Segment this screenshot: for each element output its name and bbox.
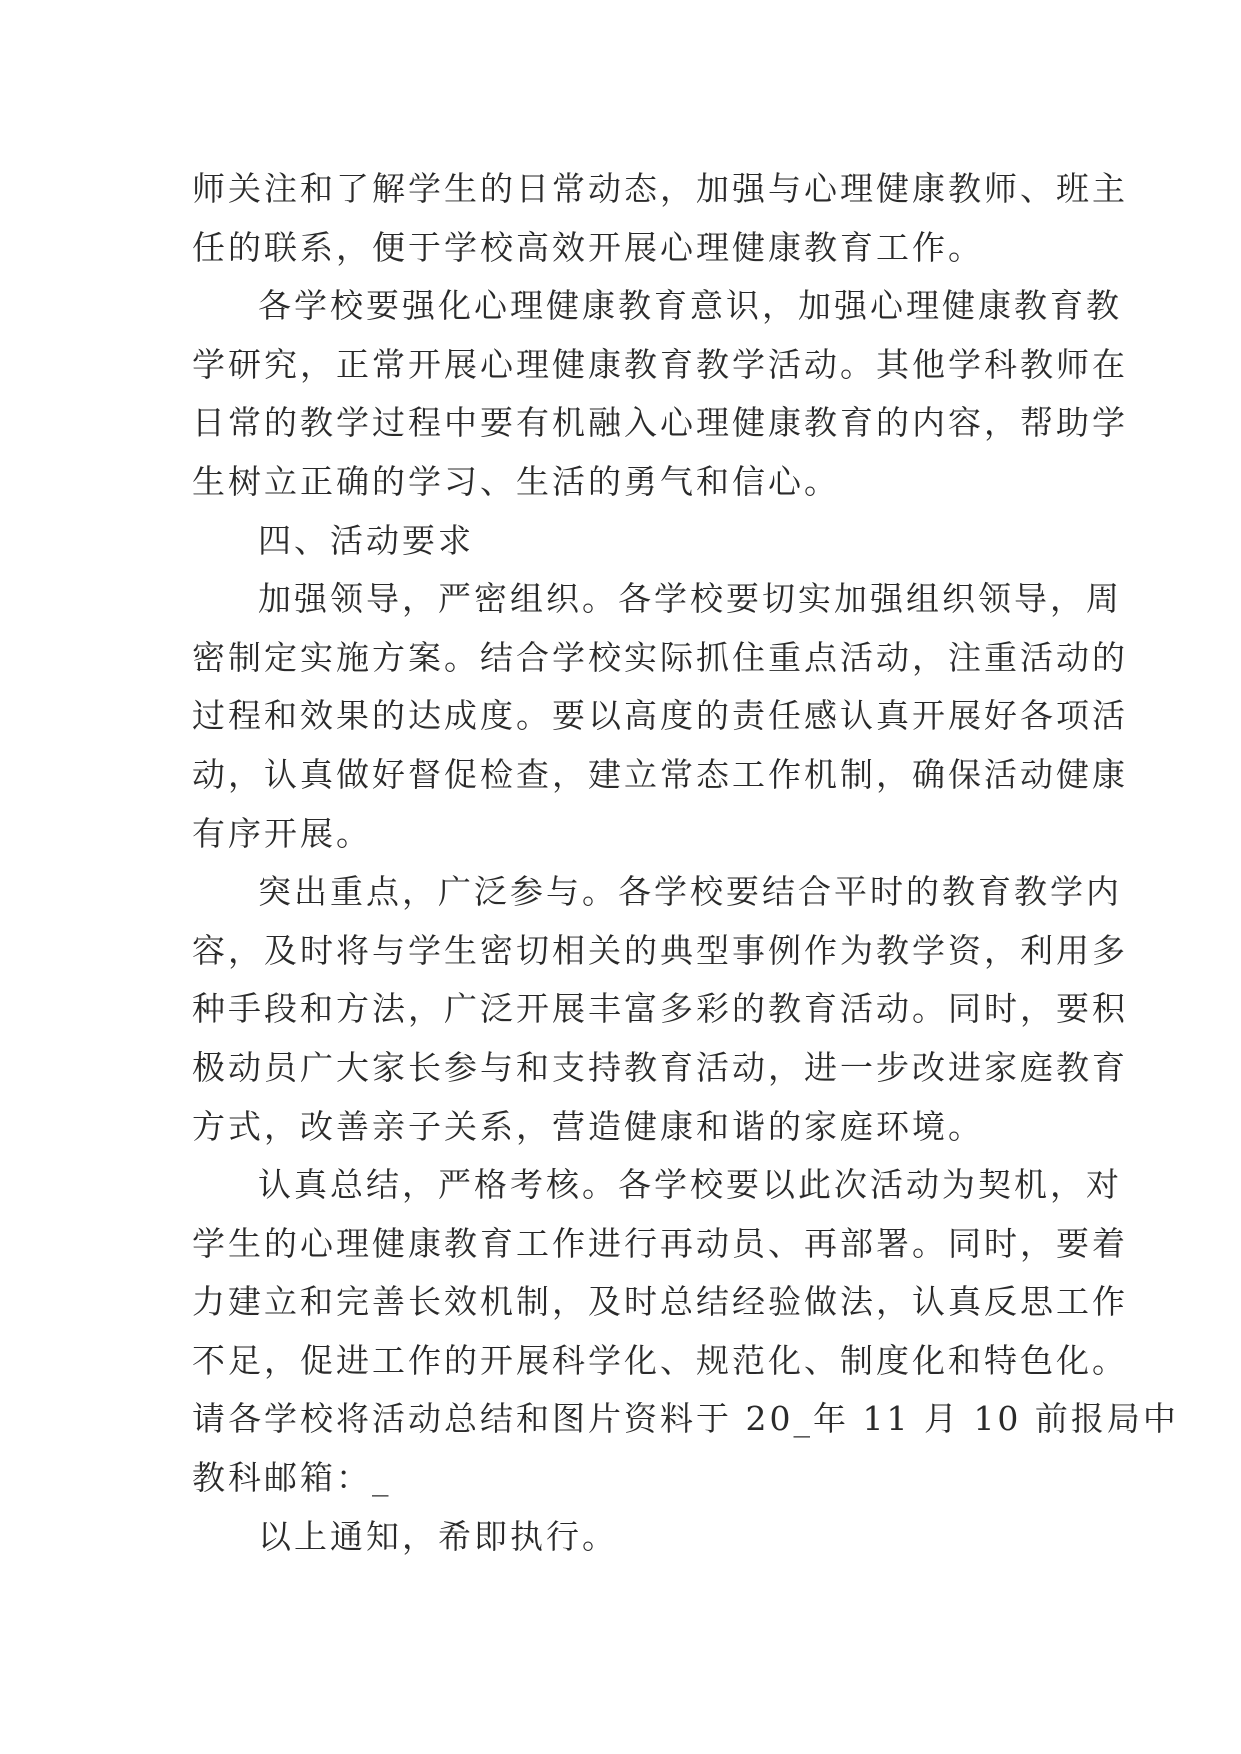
text-line: 生树立正确的学习、生活的勇气和信心。 xyxy=(192,461,840,501)
paragraph-start: 认真总结，严格考核。各学校要以此次活动为契机，对 xyxy=(258,1165,1122,1205)
text-line: 容，及时将与学生密切相关的典型事例作为教学资，利用多 xyxy=(192,930,1128,970)
text-line: 学生的心理健康教育工作进行再动员、再部署。同时，要着 xyxy=(192,1223,1128,1263)
document-body xyxy=(192,160,1179,1566)
text-line: 密制定实施方案。结合学校实际抓住重点活动，注重活动的 xyxy=(192,637,1128,677)
text-line: 请各学校将活动总结和图片资料于 20_年 11 月 10 前报局中 xyxy=(192,1399,1179,1439)
text-line: 种手段和方法，广泛开展丰富多彩的教育活动。同时，要积 xyxy=(192,989,1128,1029)
section-heading: 四、活动要求 xyxy=(258,520,474,560)
text-line: 学研究，正常开展心理健康教育教学活动。其他学科教师在 xyxy=(192,344,1128,384)
text-line: 力建立和完善长效机制，及时总结经验做法，认真反思工作 xyxy=(192,1282,1128,1322)
paragraph-start: 突出重点，广泛参与。各学校要结合平时的教育教学内 xyxy=(258,872,1122,912)
paragraph-start: 加强领导，严密组织。各学校要切实加强组织领导，周 xyxy=(258,579,1122,619)
text-line: 不足，促进工作的开展科学化、规范化、制度化和特色化。 xyxy=(192,1340,1128,1380)
text-line: 有序开展。 xyxy=(192,813,372,853)
closing-line: 以上通知，希即执行。 xyxy=(258,1516,618,1556)
text-line: 教科邮箱：_ xyxy=(192,1458,392,1498)
text-line: 过程和效果的达成度。要以高度的责任感认真开展好各项活 xyxy=(192,696,1128,736)
paragraph-start: 各学校要强化心理健康教育意识，加强心理健康教育教 xyxy=(258,286,1122,326)
text-line: 方式，改善亲子关系，营造健康和谐的家庭环境。 xyxy=(192,1106,984,1146)
text-line: 日常的教学过程中要有机融入心理健康教育的内容，帮助学 xyxy=(192,403,1128,443)
text-line: 极动员广大家长参与和支持教育活动，进一步改进家庭教育 xyxy=(192,1047,1128,1087)
text-line: 师关注和了解学生的日常动态，加强与心理健康教师、班主 xyxy=(192,169,1128,208)
text-line: 任的联系，便于学校高效开展心理健康教育工作。 xyxy=(192,227,984,267)
text-line: 动，认真做好督促检查，建立常态工作机制，确保活动健康 xyxy=(192,754,1128,794)
